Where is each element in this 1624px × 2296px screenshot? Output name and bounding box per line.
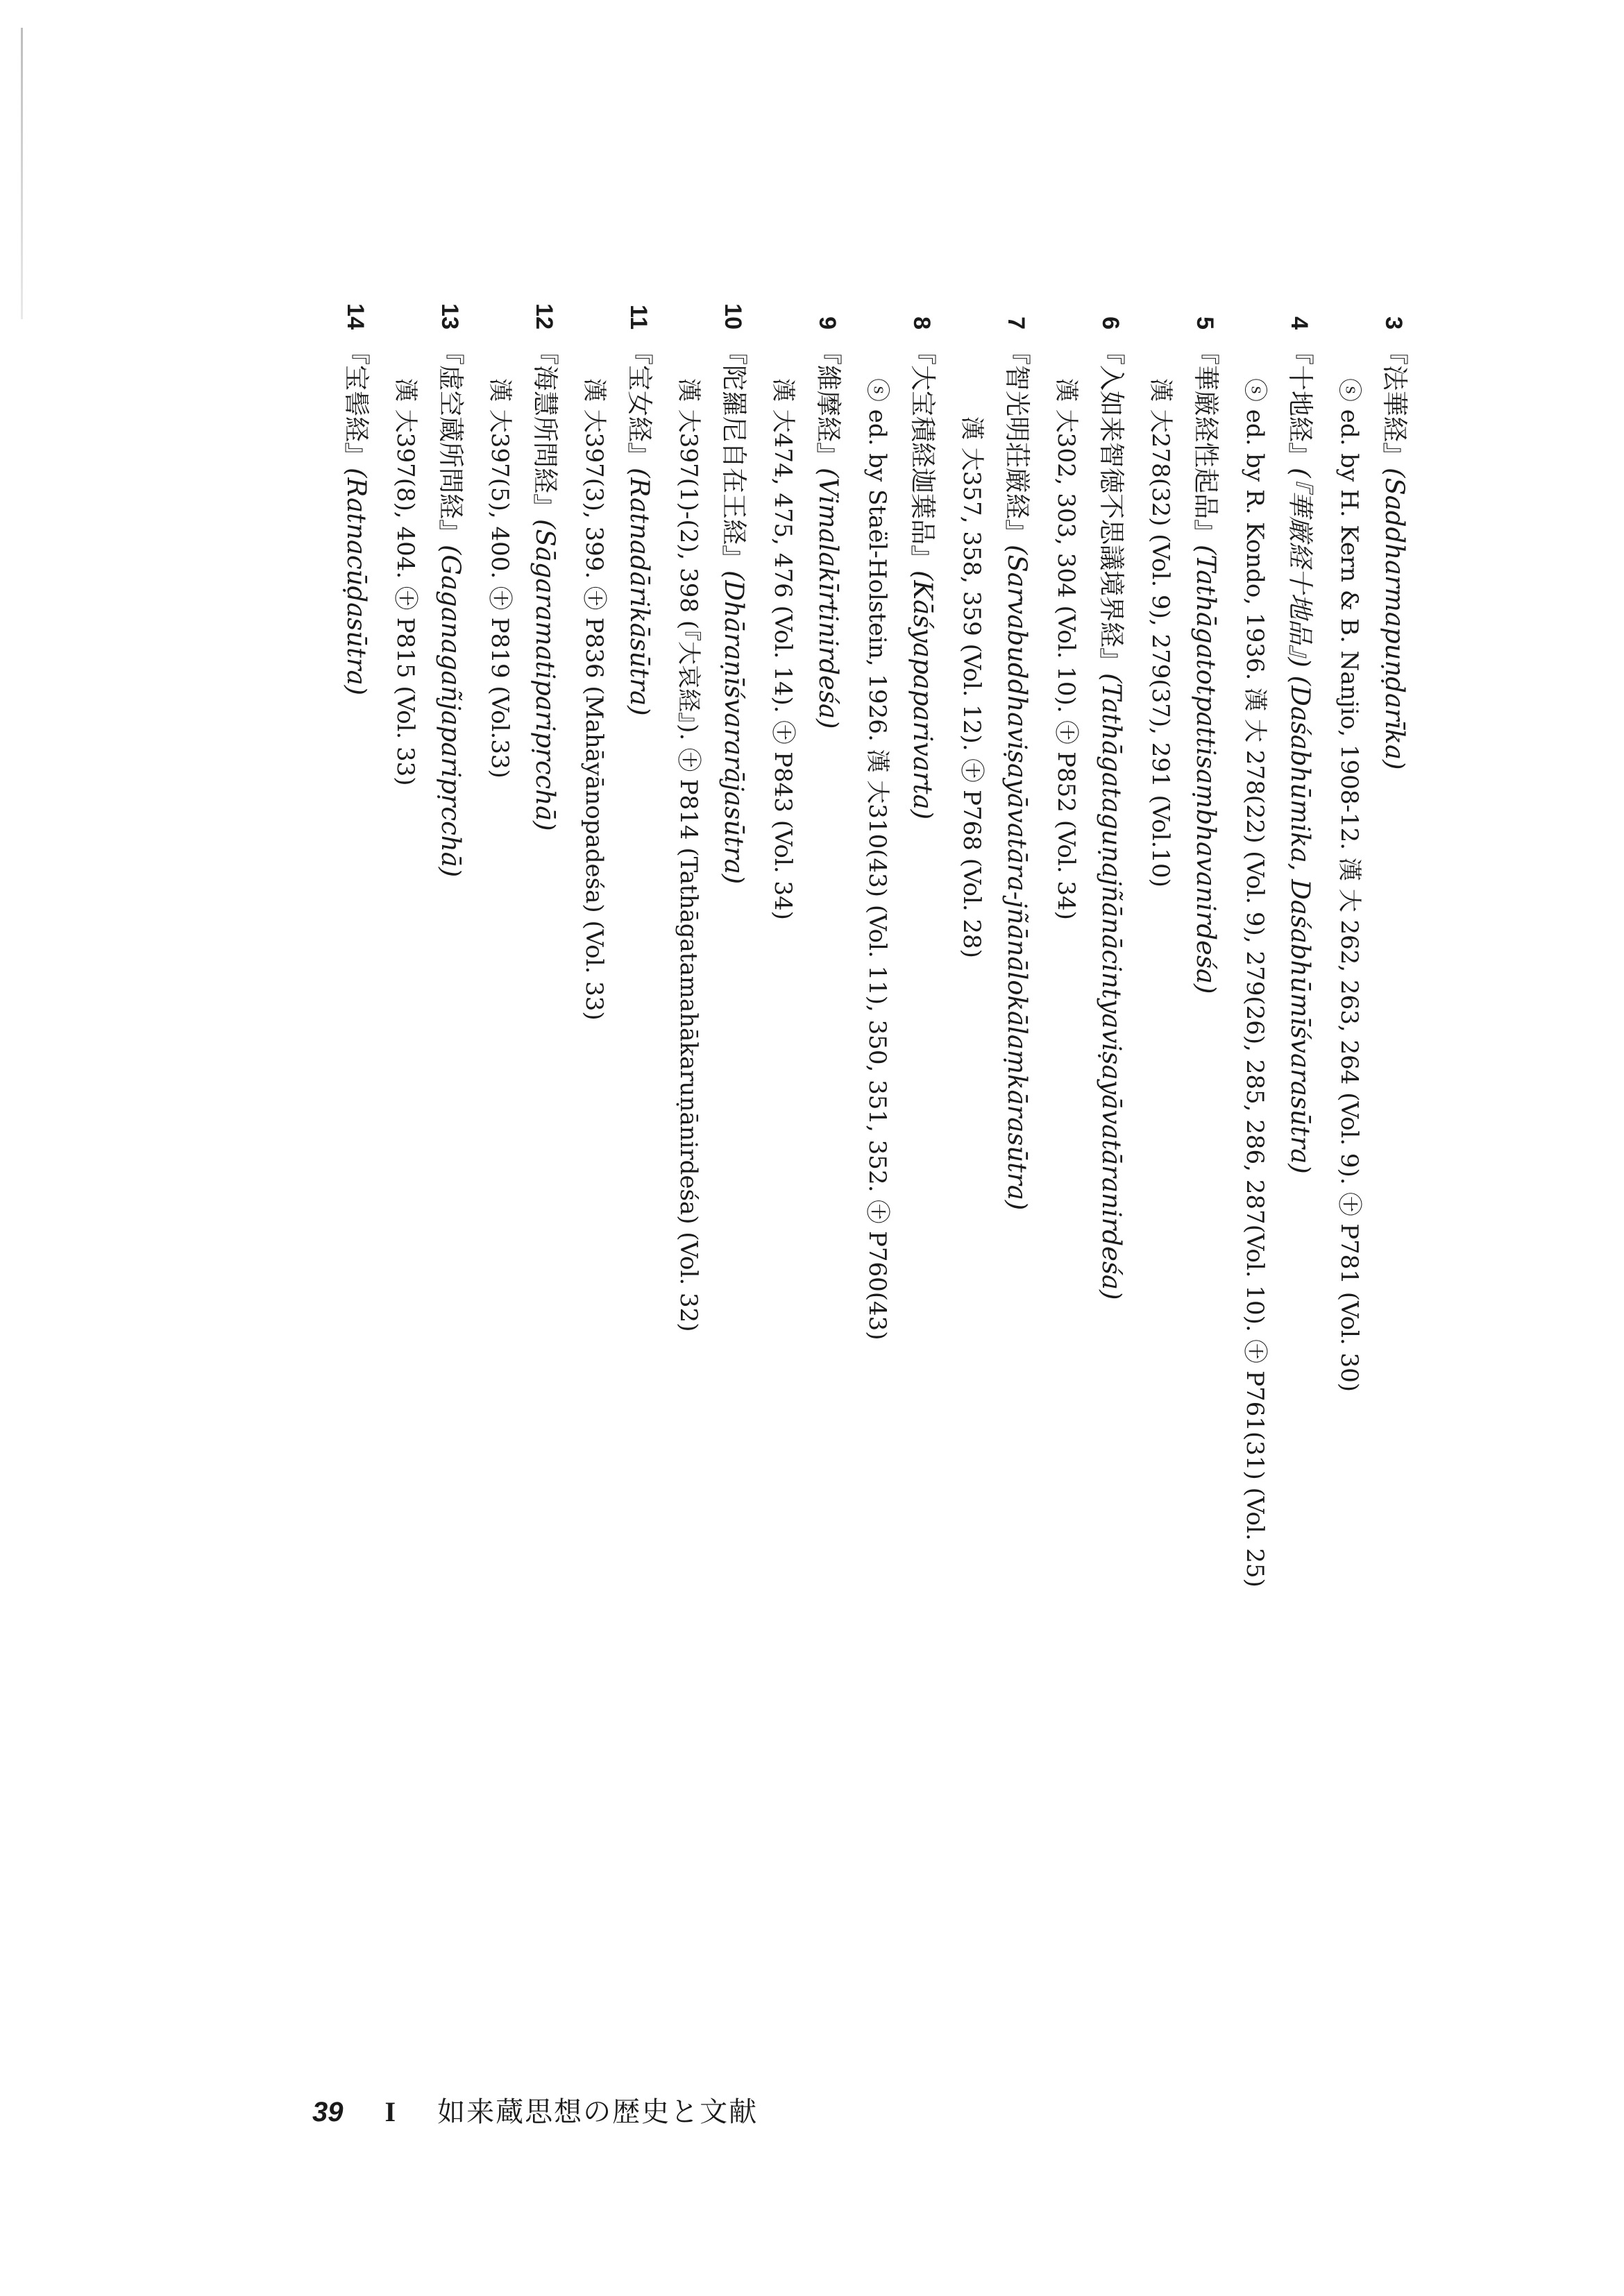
note-detail: 漢 大302, 303, 304 (Vol. 10). ㊉ P852 (Vol. 34)	[1052, 378, 1080, 920]
note-detail: 漢 大357, 358, 359 (Vol. 12). ㊉ P768 (Vol. 28)	[958, 416, 986, 958]
note-number: 7	[1003, 316, 1029, 330]
note-13	[425, 291, 472, 2026]
page-footer	[312, 2090, 758, 2129]
note-10	[708, 291, 755, 2026]
note-detail: 漢 大397(3), 399. ㊉ P836 (Mahāyānopadeśa) (Vol. 33)	[580, 378, 608, 1021]
note-title: 『入如来智徳不思議境界経』(Tathāgataguṇajñānācintyaviṣayāvatāranirdeśa)	[1097, 339, 1126, 1300]
note-title: 『大宝積経迦葉品』(Kāśyapaparivarta)	[908, 339, 938, 820]
note-number: 8	[908, 316, 935, 330]
note-number: 11	[625, 305, 652, 330]
note-title: 『智光明荘厳経』(Sarvabuddhaviṣayāvatāra-jñānālokālaṃkārasūtra)	[1002, 339, 1032, 1211]
note-title: 『十地経』(『華厳経十地品』) (Daśabhūmika, Daśabhūmīśvarasūtra)	[1285, 339, 1315, 1174]
note-detail: 漢 大474, 475, 476 (Vol. 14). ㊉ P843 (Vol. 34)	[769, 378, 797, 920]
note-7	[991, 291, 1038, 2026]
note-detail: 漢 大397(1)-(2), 398 (『大哀経』). ㊉ P814 (Tathāgatamahākaruṇānirdeśa) (Vol. 32)	[675, 378, 702, 1332]
note-title: 『宝髻経』(Ratnacūḍasūtra)	[341, 339, 371, 696]
note-title: 『華厳経性起品』(Tathāgatotpattisaṃbhavanirdeśa)	[1191, 339, 1221, 994]
note-number: 5	[1192, 316, 1218, 330]
note-number: 10	[720, 303, 746, 330]
note-number: 12	[531, 303, 557, 330]
note-number: 3	[1380, 316, 1407, 330]
note-detail: 漢 大397(8), 404. ㊉ P815 (Vol. 33)	[391, 378, 419, 786]
note-title: 『宝女経』(Ratnadārikāsūtra)	[625, 339, 654, 716]
page-number: 39	[312, 2097, 344, 2127]
note-title: 『維摩経』(Vimalakīrtinirdeśa)	[813, 339, 843, 729]
note-8	[897, 291, 944, 2026]
note-detail: ⓢ ed. by H. Kern & B. Nanjio, 1908-12. 漢 大 262, 263, 264 (Vol. 9). ㊉ P781 (Vol. 30)	[1335, 378, 1363, 1392]
note-4	[1274, 291, 1321, 2026]
note-title: 『海慧所問経』(Sāgaramatiparipṛcchā)	[530, 339, 560, 831]
note-title: 『陀羅尼自在王経』(Dhāraṇīśvararājasūtra)	[719, 339, 749, 885]
note-detail: ⓢ ed. by Staël-Holstein, 1926. 漢 大310(43) (Vol. 11), 350, 351, 352. ㊉ P760(43)	[863, 378, 891, 1341]
page-edge-shadow	[21, 28, 23, 319]
note-3	[1369, 291, 1416, 2026]
note-number: 13	[437, 303, 463, 330]
note-detail: 漢 大397(5), 400. ㊉ P819 (Vol.33)	[486, 378, 514, 779]
note-title: 『法華経』(Saddharmapuṇḍarīka)	[1380, 339, 1410, 770]
part-numeral: I	[384, 2096, 396, 2127]
note-6	[1085, 291, 1133, 2026]
note-number: 6	[1097, 316, 1124, 330]
bibliographic-notes	[330, 291, 1416, 2026]
note-12	[519, 291, 566, 2026]
note-number: 4	[1286, 316, 1312, 330]
running-title: 如来蔵思想の歴史と文献	[437, 2096, 759, 2128]
note-detail: 漢 大278(32) (Vol. 9), 279(37), 291 (Vol.10)	[1147, 378, 1174, 887]
note-detail: ⓢ ed. by R. Kondo, 1936. 漢 大 278(22) (Vol. 9), 279(26), 285, 286, 287(Vol. 10). ㊉ P761(31) (Vol. 25)	[1241, 378, 1269, 1588]
note-14	[330, 291, 378, 2026]
note-5	[1180, 291, 1227, 2026]
note-11	[614, 291, 661, 2026]
note-title: 『虚空蔵所問経』(Gaganagañjaparipṛcchā)	[436, 339, 466, 878]
note-9	[802, 291, 849, 2026]
note-number: 14	[342, 303, 369, 330]
note-number: 9	[814, 316, 840, 330]
